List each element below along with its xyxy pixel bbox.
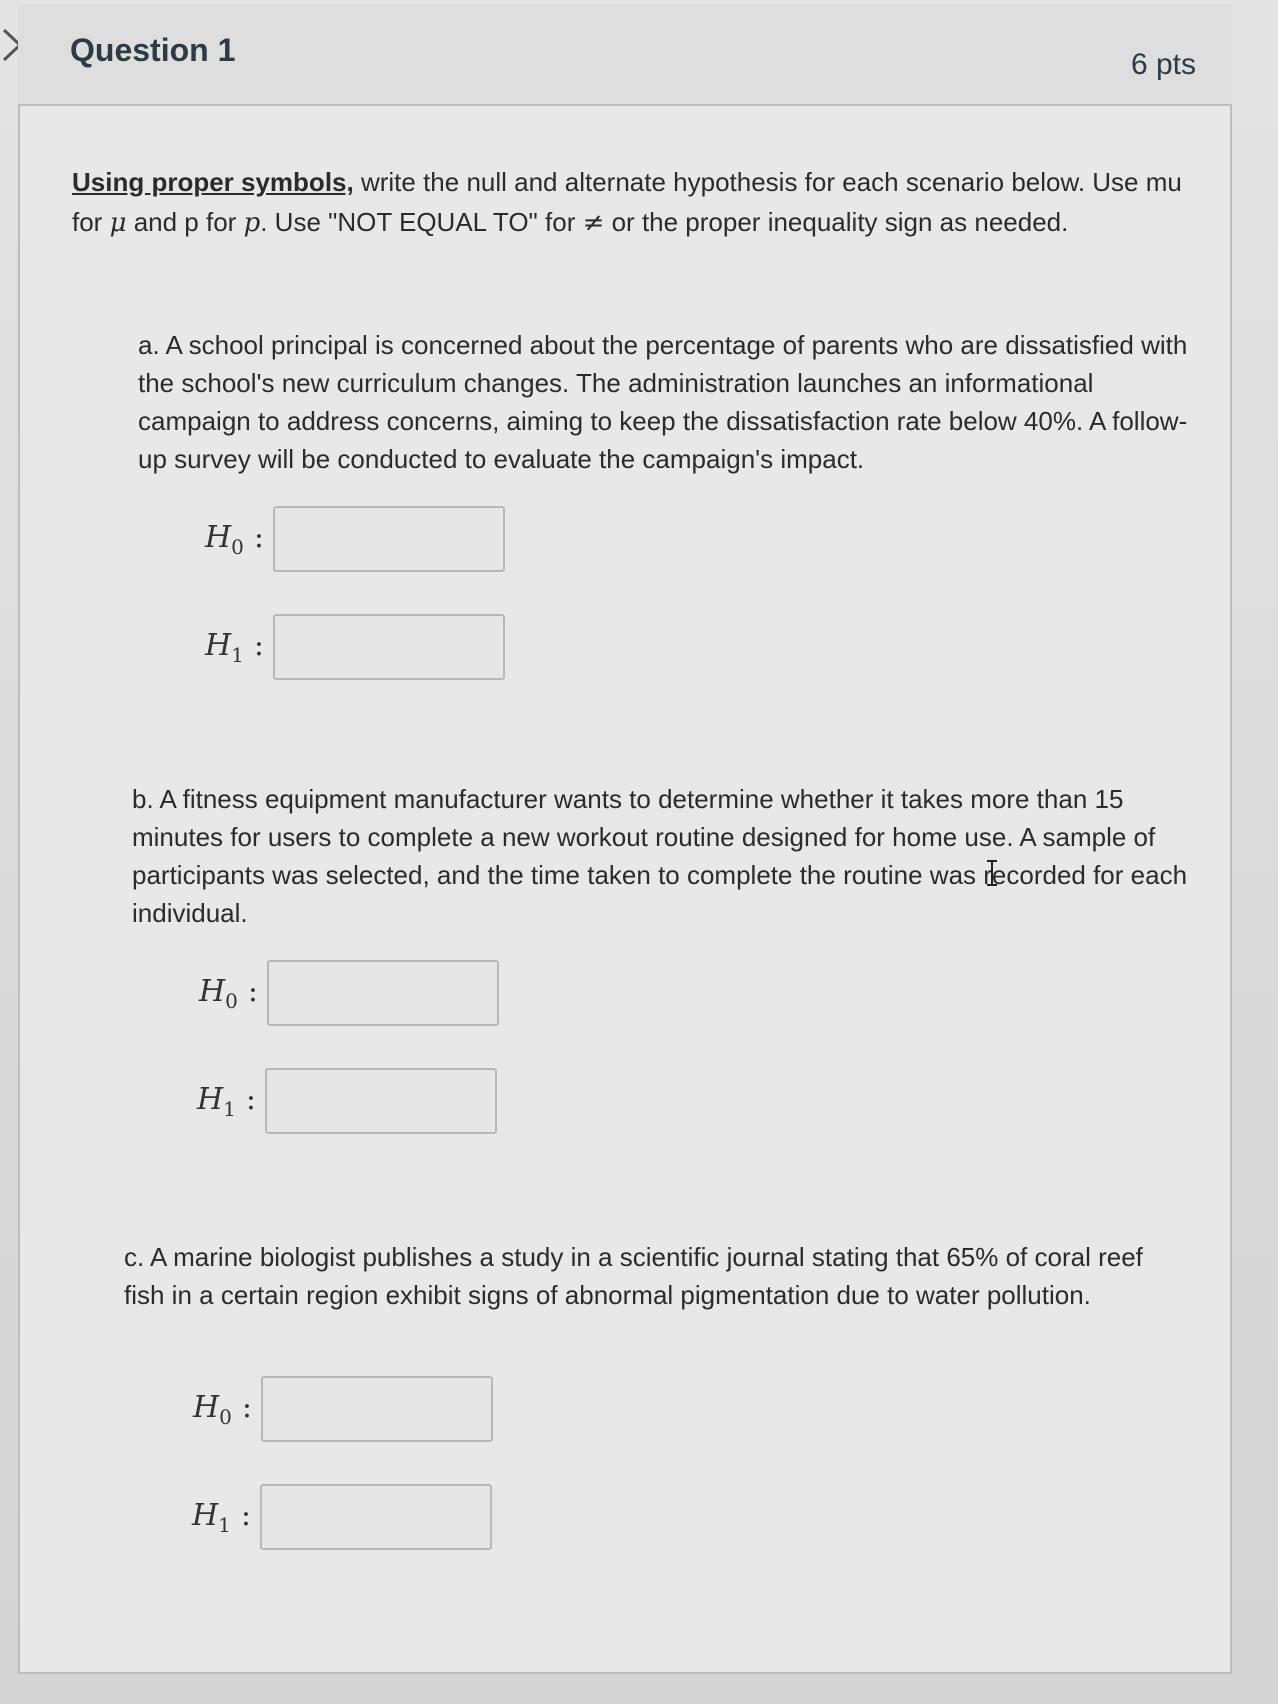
scenario-b-h0-row bbox=[199, 960, 509, 1028]
h0-label: $H_0$ : bbox=[205, 520, 265, 559]
scenario-b-h1-input[interactable] bbox=[265, 1068, 497, 1134]
scenario-c-h0-row bbox=[193, 1376, 503, 1444]
h1-label: $H_1$ : bbox=[205, 628, 265, 667]
h1-label: $H_1$ : bbox=[197, 1082, 257, 1121]
scenario-a-h1-row bbox=[205, 614, 515, 682]
scenario-a-h0-row bbox=[205, 506, 515, 574]
question-title: Question 1 bbox=[70, 32, 236, 68]
scenario-a-h0-input[interactable] bbox=[273, 506, 505, 572]
p-symbol: p bbox=[243, 208, 261, 238]
mu-symbol: μ bbox=[109, 208, 127, 238]
instructions-text-1: write the null and alternate hypothesis for each scenario below. Use mu for bbox=[72, 167, 1182, 237]
instructions-lead: Using proper symbols, bbox=[72, 167, 354, 197]
instructions-text-3: . Use "NOT EQUAL TO" for bbox=[260, 207, 583, 237]
scenario-b-h0-input[interactable] bbox=[267, 960, 499, 1026]
scenario-c-h1-row bbox=[192, 1484, 502, 1552]
question-instructions bbox=[72, 162, 1182, 243]
question-header bbox=[18, 4, 1232, 106]
instructions-text-4: or the proper inequality sign as needed. bbox=[604, 207, 1069, 237]
scenario-c-h0-input[interactable] bbox=[261, 1376, 493, 1442]
scenario-a-h1-input[interactable] bbox=[273, 614, 505, 680]
question-points: 6 pts bbox=[1130, 48, 1196, 81]
scenario-a-text: a. A school principal is concerned about the percentage of parents who are dissatisfied with the school's new curriculum changes. The administration launches an informational campaign to address concerns, aiming to keep the dissatisfaction rate below 40%. A follow-up survey will be conducted to evaluate the campaign's impact. bbox=[138, 330, 1188, 474]
scenario-c-h1-input[interactable] bbox=[260, 1484, 492, 1550]
instructions-text-2: and p for bbox=[126, 207, 244, 237]
scenario-b-text: b. A fitness equipment manufacturer wants to determine whether it takes more than 15 minutes for users to complete a new workout routine designed for home use. A sample of participants was selected, and the time taken to complete the routine was recorded for each individual. bbox=[132, 784, 1188, 928]
h0-label: $H_0$ : bbox=[193, 1390, 253, 1429]
scenario-c-text: c. A marine biologist publishes a study in a scientific journal stating that 65% of coral reef fish in a certain region exhibit signs of abnormal pigmentation due to water pollution. bbox=[124, 1242, 1143, 1310]
h0-label: $H_0$ : bbox=[199, 974, 259, 1013]
text-cursor-icon bbox=[984, 858, 1000, 888]
scenario-b-h1-row bbox=[197, 1068, 507, 1136]
h1-label: $H_1$ : bbox=[192, 1498, 252, 1537]
not-equal-symbol: ≠ bbox=[582, 208, 605, 238]
